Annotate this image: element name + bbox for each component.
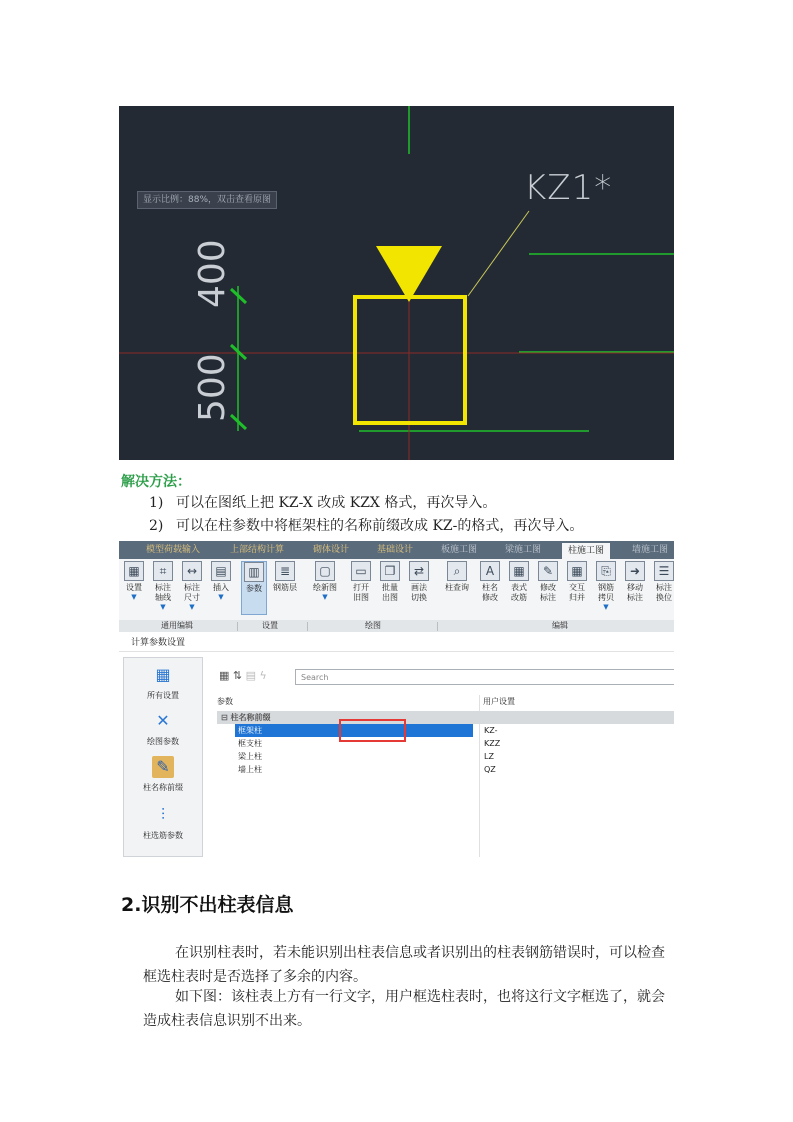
tool-label: 标注 轴线 — [155, 583, 171, 602]
tool-label: 设置 — [126, 583, 142, 592]
group-divider — [307, 622, 308, 631]
header-user-setting: 用户设置 — [483, 697, 515, 706]
param-name: 梁上柱 — [238, 752, 262, 761]
menu-slab-drawing[interactable]: 板施工图 — [441, 545, 478, 555]
cad-drawing — [119, 106, 674, 460]
table-row[interactable] — [217, 763, 674, 776]
paragraph-1: 在识别柱表时，若未能识别出柱表信息或者识别出的柱表钢筋错误时，可以检查框选柱表时是否选择了多余的内容。 — [143, 945, 665, 985]
tool-label: 表式 改筋 — [511, 583, 527, 602]
tool-label: 钢筋 拷贝 — [598, 583, 614, 602]
paragraph-2: 如下图：该柱表上方有一行文字，用户框选柱表时，也将这行文字框选了，就会造成柱表信息识别不出来。 — [143, 989, 665, 1029]
tool-swap-annotation[interactable] — [651, 561, 674, 603]
solution-step-1 — [149, 492, 496, 512]
nav-column-prefix[interactable] — [124, 756, 202, 793]
tool-open-old[interactable] — [348, 561, 374, 603]
tool-label: 柱名 修改 — [482, 583, 498, 602]
step-number: 2) — [149, 518, 164, 534]
menu-column-drawing[interactable]: 柱施工图 — [562, 543, 610, 559]
tool-copy-rebar[interactable] — [593, 561, 619, 611]
step-text: 可以在图纸上把 KZ-X 改成 KZX 格式，再次导入。 — [176, 495, 497, 511]
tool-move-annotation[interactable] — [622, 561, 648, 603]
column-marker-triangle — [376, 246, 442, 302]
tool-label: 画法 切换 — [411, 583, 427, 602]
menu-model-load[interactable]: 模型荷载输入 — [146, 545, 201, 555]
new-drawing-icon: ▢ — [315, 561, 335, 581]
property-grid — [217, 665, 674, 857]
grid-icon: ▦ — [155, 665, 171, 684]
nav-rebar-params[interactable] — [124, 804, 202, 841]
tool-rename-column[interactable] — [477, 561, 503, 603]
prefix-icon: ✎ — [152, 756, 174, 778]
nav-all-settings[interactable] — [124, 664, 202, 701]
solution-step-2 — [149, 515, 583, 535]
tool-label: 批量 出图 — [382, 583, 398, 602]
nav-label: 所有设置 — [147, 691, 179, 700]
tool-edit-annotation[interactable] — [535, 561, 561, 603]
tool-settings[interactable] — [121, 561, 147, 601]
group-edit: 编辑 — [552, 621, 568, 630]
step-number: 1) — [149, 495, 164, 511]
tool-label: 交互 归并 — [569, 583, 585, 602]
dropdown-arrow-icon[interactable]: ▼ — [603, 603, 609, 611]
parameters-icon: ▥ — [244, 562, 264, 582]
tool-parameters[interactable] — [241, 561, 267, 615]
group-settings: 设置 — [262, 621, 278, 630]
sort-az-icon[interactable]: ⇅ — [232, 669, 243, 682]
param-value[interactable]: KZZ — [484, 739, 501, 748]
param-name: 墙上柱 — [238, 765, 262, 774]
tool-label: 移动 标注 — [627, 583, 643, 602]
rebar-layer-icon: ≣ — [275, 561, 295, 581]
magnifier-icon: ⌕ — [447, 561, 467, 581]
dropdown-arrow-icon[interactable]: ▼ — [322, 593, 328, 601]
swap-icon: ☰ — [654, 561, 674, 581]
tool-label: 参数 — [246, 584, 262, 593]
param-value[interactable]: LZ — [484, 752, 494, 761]
settings-nav-panel — [123, 657, 203, 857]
tool-switch-style[interactable] — [406, 561, 432, 603]
copy-icon: ⎘ — [596, 561, 616, 581]
nav-label: 柱名称前缀 — [143, 783, 183, 792]
tool-label: 柱查询 — [445, 583, 469, 592]
dropdown-arrow-icon[interactable]: ▼ — [189, 603, 195, 611]
ribbon-group-bar — [119, 620, 674, 632]
move-icon: ➜ — [625, 561, 645, 581]
axis-icon: ⌗ — [153, 561, 173, 581]
tool-column-query[interactable] — [444, 561, 470, 593]
tool-new-drawing[interactable] — [312, 561, 338, 601]
header-param: 参数 — [217, 697, 233, 706]
dropdown-arrow-icon[interactable]: ▼ — [160, 603, 166, 611]
table-icon: ▦ — [509, 561, 529, 581]
tool-batch-output[interactable] — [377, 561, 403, 603]
param-value[interactable]: KZ- — [484, 726, 498, 735]
merge-icon: ▦ — [567, 561, 587, 581]
switch-icon: ⇄ — [409, 561, 429, 581]
group-general-edit: 通用编辑 — [161, 621, 193, 630]
nav-label: 柱选筋参数 — [143, 831, 183, 840]
param-value[interactable]: QZ — [484, 765, 496, 774]
batch-icon: ❐ — [380, 561, 400, 581]
solution-heading: 解决方法： — [121, 474, 191, 490]
step-text: 可以在柱参数中将框架柱的名称前缀改成 KZ-的格式，再次导入。 — [176, 518, 584, 534]
search-input[interactable]: Search — [295, 669, 674, 685]
tool-axis-label[interactable] — [150, 561, 176, 611]
group-row-label: ⊟ 柱名称前缀 — [221, 713, 271, 722]
ribbon-toolbar — [119, 559, 674, 621]
tool-label: 打开 旧图 — [353, 583, 369, 602]
column-label: KZ1* — [524, 168, 613, 208]
tool-label: 钢筋层 — [273, 583, 297, 592]
tool-label: 插入 — [213, 583, 229, 592]
nav-label: 绘图参数 — [147, 737, 179, 746]
dimension-bottom: 500 — [192, 353, 233, 422]
section-title: 2.识别不出柱表信息 — [121, 894, 294, 916]
insert-icon: ▤ — [211, 561, 231, 581]
lightning-icon[interactable]: ϟ — [259, 669, 267, 682]
rename-icon: A — [480, 561, 500, 581]
menu-wall-drawing[interactable]: 墙施工图 — [632, 545, 669, 555]
tool-label: 修改 标注 — [540, 583, 556, 602]
grid-toolbar — [219, 669, 267, 682]
column-outline — [355, 297, 465, 423]
dimension-top: 400 — [192, 239, 233, 308]
group-row-column-prefix[interactable] — [217, 711, 674, 724]
table-row[interactable] — [217, 750, 674, 763]
software-screenshot — [119, 541, 674, 857]
highlight-box — [339, 719, 406, 742]
dropdown-arrow-icon[interactable]: ▼ — [131, 593, 137, 601]
table-row[interactable] — [217, 724, 674, 737]
nav-drawing-params[interactable] — [124, 710, 202, 747]
tool-dimension[interactable] — [179, 561, 205, 611]
menu-structure-calc[interactable]: 上部结构计算 — [230, 545, 285, 555]
rebar-icon: ⫶ — [160, 805, 165, 824]
tool-insert[interactable] — [208, 561, 234, 601]
menu-bar — [119, 541, 674, 559]
tool-merge[interactable] — [564, 561, 590, 603]
menu-beam-drawing[interactable]: 梁施工图 — [505, 545, 542, 555]
ruler-icon: ↔ — [182, 561, 202, 581]
page-icon[interactable]: ▤ — [245, 669, 257, 682]
tool-label: 标注 换位 — [656, 583, 672, 602]
param-name: 框支柱 — [238, 739, 262, 748]
param-name: 框架柱 — [235, 724, 473, 737]
group-divider — [437, 622, 438, 631]
tool-label: 绘新图 — [313, 583, 337, 592]
table-row[interactable] — [217, 737, 674, 750]
zoom-tooltip: 显示比例：88%，双击查看原图 — [137, 191, 277, 209]
settings-icon: ▦ — [124, 561, 144, 581]
menu-foundation[interactable]: 基础设计 — [377, 545, 414, 555]
edit-icon: ✎ — [538, 561, 558, 581]
menu-masonry[interactable]: 砌体设计 — [313, 545, 350, 555]
tool-rebar-layer[interactable] — [272, 561, 298, 593]
group-drawing: 绘图 — [365, 621, 381, 630]
tools-icon: ✕ — [156, 711, 170, 730]
tool-table-rebar[interactable] — [506, 561, 532, 603]
categorize-icon[interactable]: ▦ — [219, 669, 230, 682]
dropdown-arrow-icon[interactable]: ▼ — [218, 593, 224, 601]
folder-icon: ▭ — [351, 561, 371, 581]
group-divider — [237, 622, 238, 631]
dialog-title: 计算参数设置 — [119, 634, 674, 652]
tool-label: 标注 尺寸 — [184, 583, 200, 602]
